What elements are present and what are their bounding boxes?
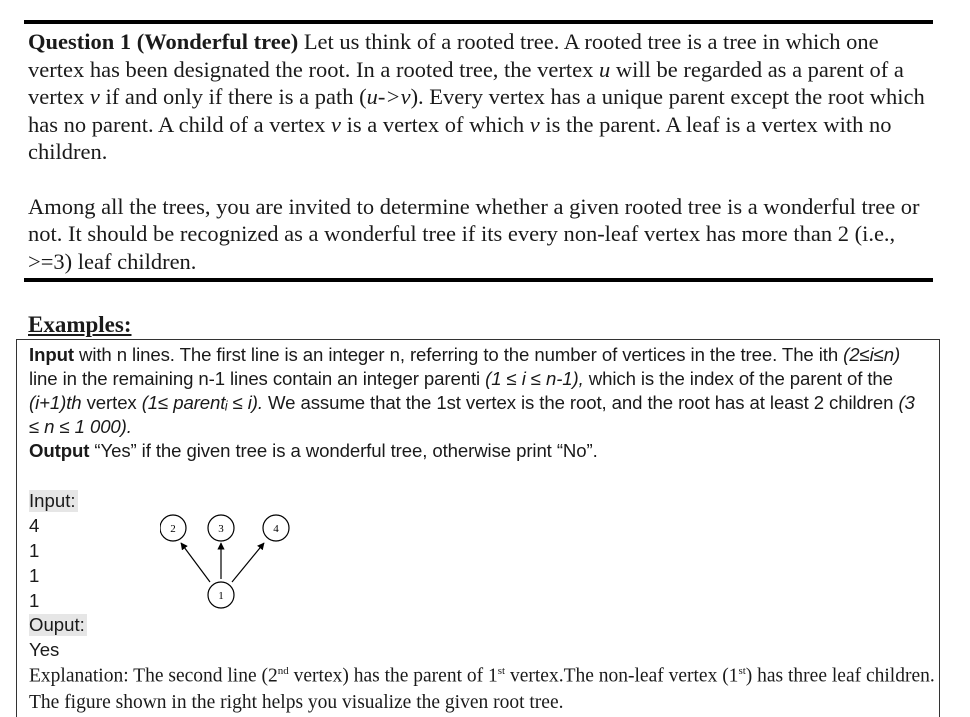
sample-input-line: 1 — [29, 590, 40, 611]
tree-node-3 — [208, 515, 234, 541]
tree-diagram — [160, 510, 300, 612]
tree-edge — [232, 543, 264, 582]
top-rule — [24, 20, 933, 24]
question-title: Question 1 (Wonderful tree) — [28, 29, 299, 54]
sample-input-label: Input: — [29, 490, 76, 511]
tree-node-4 — [263, 515, 289, 541]
svg-text:1: 1 — [218, 590, 224, 602]
tree-node-1 — [208, 582, 234, 608]
question-statement — [28, 28, 928, 275]
sample-output-value: Yes — [29, 639, 60, 660]
bottom-rule — [24, 278, 933, 282]
sample-output-label: Ouput: — [29, 614, 85, 635]
svg-text:2: 2 — [170, 523, 176, 535]
sample-input-line: 4 — [29, 515, 40, 536]
example-box — [16, 339, 940, 717]
input-spec: Input with n lines. The first line is an integer n, referring to the number of vertices in the tree. The ith (2≤i≤n) line in the remaining n-1 lines contain an integer parenti (1 ≤ i ≤ n-1), which is the index of the parent of the (i+1)th vertex (1≤ parentᵢ ≤ i). We assume that the 1st vertex is the root, and the root has at least 2 children (3 ≤ n ≤ 1 000). — [29, 344, 915, 437]
question-paragraph-2: Among all the trees, you are invited to determine whether a given rooted tree is a wonderful tree or not. It should be recognized as a wonderful tree if its every non-leaf vertex has more than 2 (i.e., >=3) leaf children. — [28, 193, 920, 274]
tree-edge — [181, 543, 210, 582]
output-spec: Output “Yes” if the given tree is a wonderful tree, otherwise print “No”. — [29, 440, 598, 461]
tree-node-2 — [160, 515, 186, 541]
svg-text:3: 3 — [218, 523, 224, 535]
svg-text:4: 4 — [273, 523, 279, 535]
io-specification — [29, 343, 929, 463]
sample-input-line: 1 — [29, 540, 40, 561]
sample-input-line: 1 — [29, 565, 40, 586]
examples-heading: Examples: — [28, 312, 132, 337]
explanation: Explanation: The second line (2nd vertex) has the parent of 1st vertex.The non-leaf vertex (1st) has three leaf children. The figure shown in the right helps you visualize the given root tree. — [29, 665, 935, 713]
question-paragraph-1: Question 1 (Wonderful tree) Let us think of a rooted tree. A rooted tree is a tree in which one vertex has been designated the root. In a rooted tree, the vertex u will be regarded as a parent of a vertex v if and only if there is a path (u->v). Every vertex has a unique parent except the root which has no parent. A child of a vertex v is a vertex of which v is the parent. A leaf is a vertex with no children. — [28, 29, 925, 164]
